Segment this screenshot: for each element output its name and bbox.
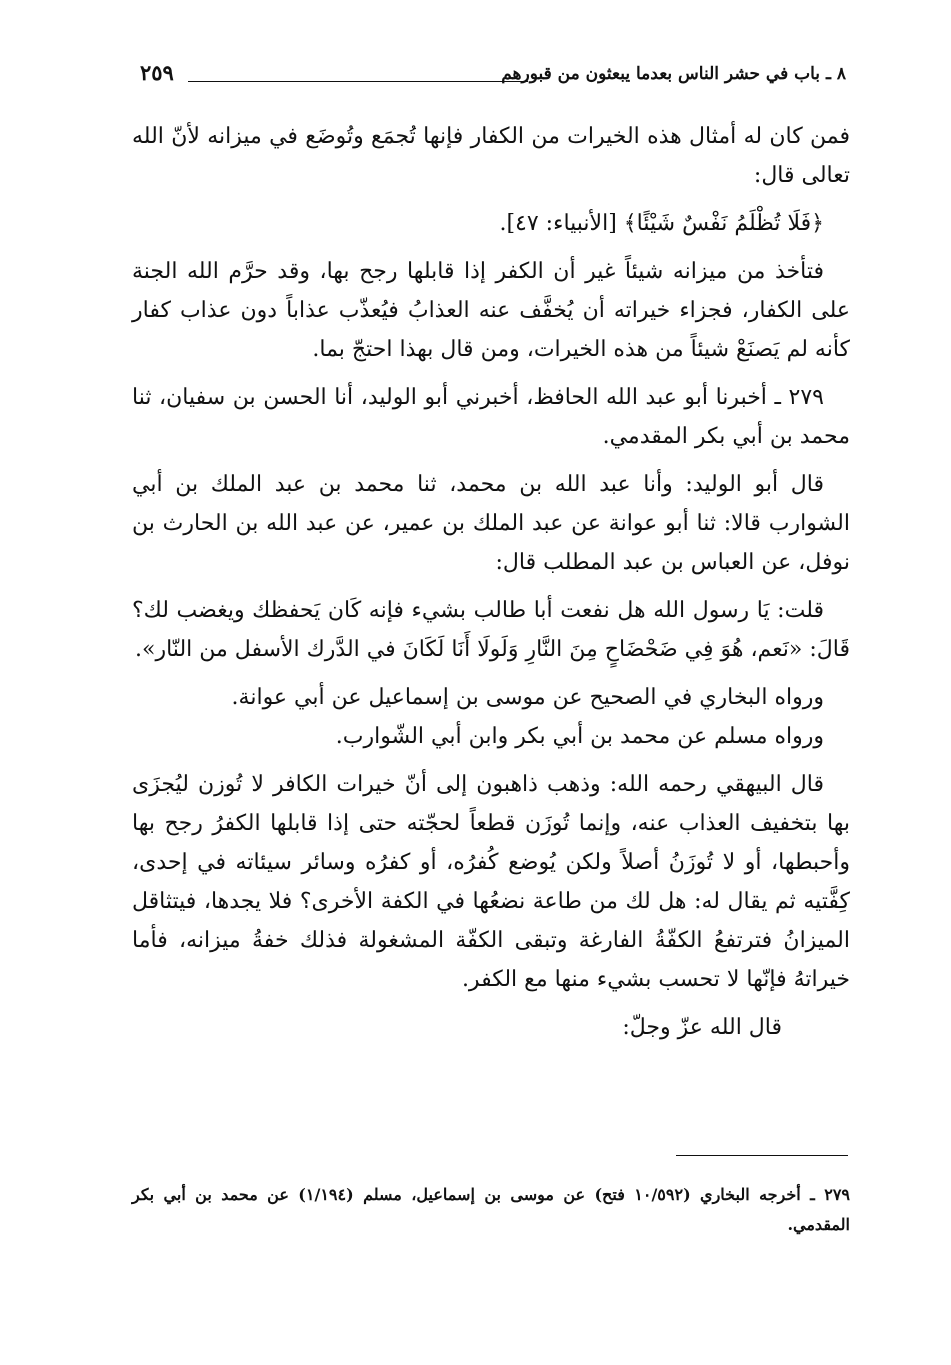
running-header <box>140 60 846 94</box>
chapter-title: ٨ ـ باب في حشر الناس بعدما يبعثون من قبورهم <box>501 64 846 84</box>
closing-line: قال الله عزّ وجلّ: <box>622 1015 782 1040</box>
hadith-text: قلت: يَا رسول الله هل نفعت أبا طالب بشيء فإنه كَان يَحفظك ويغضب لك؟ قَالَ: «نَعم، هُوَ فِي ضَحْضَاحٍ مِنَ النَّارِ وَلَولَا أَنَا لَكَانَ في الدَّرك الأسفل من النّار». <box>132 598 850 662</box>
paragraph-5: قال أبو الوليد: وأنا عبد الله بن محمد، ثنا محمد بن عبد الملك بن أبي الشوارب قالا: ثنا أبو عوانة عن عبد الملك بن عمير، عن عبد الله بن الحارث بن نوفل، عن العباس بن عبد المطلب قال: <box>132 472 850 575</box>
hadith-279-chain: ٢٧٩ ـ أخبرنا أبو عبد الله الحافظ، أخبرني أبو الوليد، أنا الحسن بن سفيان، ثنا محمد بن أبي بكر المقدمي. <box>132 385 850 449</box>
footnote-rule <box>676 1155 848 1156</box>
main-text <box>132 117 850 1056</box>
header-rule <box>188 81 528 82</box>
footnote-279: ٢٧٩ ـ أخرجه البخاري (١٠/٥٩٢ فتح) عن موسى بن إسماعيل، مسلم (١/١٩٤) عن محمد بن أبي بكر المقدمي. <box>132 1185 850 1234</box>
bayhaqi-commentary: قال البيهقي رحمه الله: وذهب ذاهبون إلى أنّ خيرات الكافر لا تُوزن ليُجزَى بها بتخفيف العذاب عنه، وإنما تُوزَن قطعاً لحجّته حتى إذا قابلها الكفرُ رجح بها وأحبطها، أو لا تُوزَنُ أصلاً ولكن يُوضع كُفرُه، أو كفرُه وسائر سيئاته في إحدى، كِفَّتيه ثم يقال له: هل لك من طاعة نضعُها في الكفة الأخرى؟ فلا يجدها، فيتثاقل الميزانُ فترتفعُ الكفّةُ الفارغة وتبقى الكفّة المشغولة فذلك خفةُ ميزانه، فأما خيراتهُ فإنّها لا تحسب بشيء منها مع الكفر. <box>132 772 850 992</box>
muslim-note: ورواه مسلم عن محمد بن أبي بكر وابن أبي الشّوارب. <box>335 724 824 749</box>
bukhari-note: ورواه البخاري في الصحيح عن موسى بن إسماعيل عن أبي عوانة. <box>231 685 824 710</box>
footnote <box>132 1180 850 1240</box>
page-number: ٢٥٩ <box>140 60 174 85</box>
paragraph-1: فمن كان له أمثال هذه الخيرات من الكفار فإنها تُجمَع وتُوضَع في ميزانه لأنّ الله تعالى قال: <box>132 124 850 188</box>
paragraph-3: فتأخذ من ميزانه شيئاً غير أن الكفر إذا قابلها رجح بها، وقد حرَّم الله الجنة على الكفار، فجزاء خيراته أن يُخفَّف عنه العذابُ فيُعذّب عذاباً دون عذاب كفار كأنه لم يَصنَعْ شيئاً من هذه الخيرات، ومن قال بهذا احتجّ بما. <box>132 259 850 362</box>
quran-verse: ﴿فَلَا تُظْلَمُ نَفْسٌ شَيْئًا﴾ [الأنبياء: ٤٧]. <box>499 211 824 236</box>
